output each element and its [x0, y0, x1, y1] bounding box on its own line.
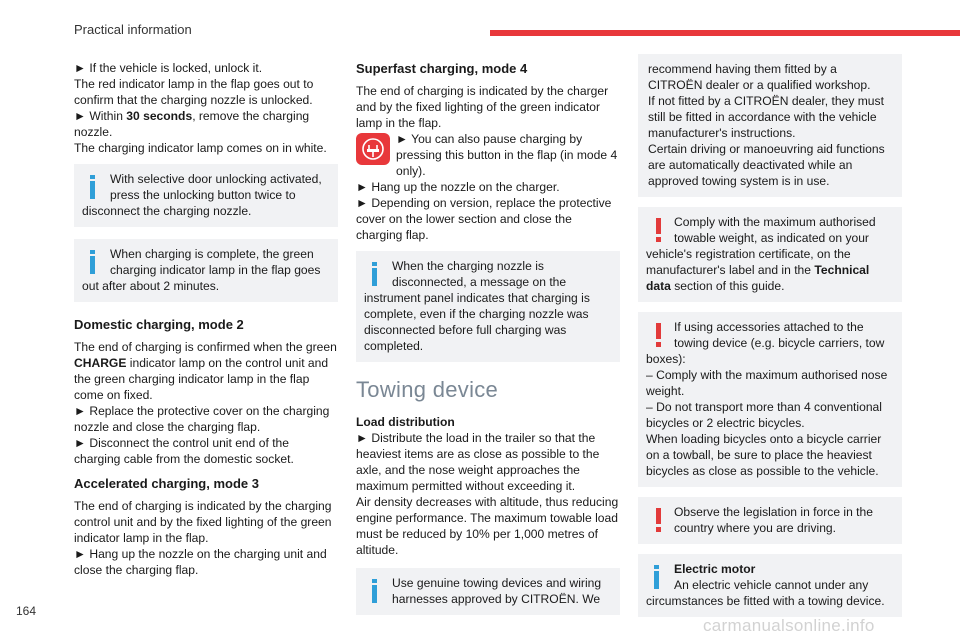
warning-note: [638, 207, 902, 302]
note-text: section of this guide.: [670, 279, 785, 293]
info-note: [74, 164, 338, 227]
paragraph: [74, 60, 338, 156]
note-text: When the charging nozzle is disconnected, a message on the instrument panel indicates that charging is complete, even if the charging nozzle was disconnected before full charging was completed.: [364, 259, 590, 353]
chapter-heading: Towing device: [356, 377, 499, 402]
note-text: – Comply with the maximum authorised nose weight.: [646, 368, 888, 398]
note-text: – Do not transport more than 4 conventional bicycles or 2 electric bicycles.: [646, 400, 882, 430]
step-text: ► Hang up the nozzle on the charging unit and close the charging flap.: [74, 547, 327, 577]
info-icon: [82, 171, 108, 203]
note-text: [646, 214, 894, 294]
step-text: ► Disconnect the control unit end of the charging cable from the domestic socket.: [74, 436, 294, 466]
info-note: [356, 568, 620, 615]
note-text: recommend having them fitted by a CITROËN dealer or a qualified workshop.: [648, 62, 871, 92]
body-text: The end of charging is confirmed when the green: [74, 340, 337, 354]
warning-icon: [646, 214, 672, 246]
note-text: Observe the legislation in force in the country where you are driving.: [674, 505, 873, 535]
paragraph: [356, 131, 620, 243]
paragraph: The end of charging is indicated by the charger and by the fixed lighting of the green indicator lamp in the flap.: [356, 84, 609, 130]
header-accent-bar: [490, 30, 960, 36]
step-text: ► Within: [74, 109, 127, 123]
paragraph: [74, 498, 338, 578]
note-title: Electric motor: [674, 562, 756, 576]
section-heading: Accelerated charging, mode 3: [74, 476, 259, 491]
body-text: indicator lamp on the control unit and the green charging indicator lamp in the flap come on fixed.: [74, 356, 329, 402]
note-text: When loading bicycles onto a bicycle carrier on a towball, be sure to place the heaviest bicycles as close as possible to the vehicle.: [646, 432, 882, 478]
note-text: With selective door unlocking activated, press the unlocking button twice to disconnect the charging nozzle.: [82, 172, 322, 218]
body-text: The charging indicator lamp comes on in white.: [74, 141, 327, 155]
note-text: Comply with the maximum authorised towable weight, as indicated on your vehicle's registration certificate, on the manufacturer's label and in the: [646, 215, 876, 277]
page-number: 164: [16, 604, 37, 618]
note-text: [646, 319, 894, 479]
note-text: When charging is complete, the green charging indicator lamp in the flap goes out after about 2 minutes.: [82, 247, 321, 293]
note-text: An electric vehicle cannot under any circumstances be fitted with a towing device.: [646, 578, 885, 608]
step-text: ► Replace the protective cover on the charging nozzle and close the charging flap.: [74, 404, 330, 434]
bold-text: Technical data: [646, 263, 870, 293]
pause-charging-icon: [356, 133, 390, 165]
note-text: [648, 61, 894, 189]
step-text: ► Depending on version, replace the protective cover on the lower section and close the charging flap.: [356, 196, 612, 242]
step-text: , remove the charging nozzle.: [74, 109, 310, 139]
step-text: ► You can also pause charging by pressing this button in the flap (in mode 4 only).: [396, 132, 618, 178]
section-heading: Superfast charging, mode 4: [356, 61, 528, 76]
bold-text: 30 seconds: [126, 109, 193, 123]
step-text: ► Hang up the nozzle on the charger.: [356, 180, 560, 194]
step-text: ► Distribute the load in the trailer so that the heaviest items are as close as possible to the axle, and the nose weight approaches the maximum permitted without exceeding it.: [356, 431, 600, 493]
note-text: If not fitted by a CITROËN dealer, they must still be fitted in accordance with the vehicle manufacturer's instructions.: [648, 94, 884, 140]
info-icon: [646, 561, 672, 593]
section-heading: Domestic charging, mode 2: [74, 317, 244, 332]
column-3: [638, 54, 902, 625]
info-icon: [82, 246, 108, 278]
paragraph: [74, 339, 338, 467]
column-1: [74, 60, 338, 586]
warning-icon: [646, 319, 672, 351]
info-note-continued: [638, 54, 902, 197]
info-note: [356, 251, 620, 362]
step-text: ► If the vehicle is locked, unlock it.: [74, 61, 263, 75]
body-text: Air density decreases with altitude, thus reducing engine performance. The maximum towable load must be reduced by 10% per 1,000 metres of altitude.: [356, 495, 619, 557]
note-text: Use genuine towing devices and wiring harnesses approved by CITROËN. We: [392, 576, 602, 606]
body-text: The red indicator lamp in the flap goes out to confirm that the charging nozzle is unlocked.: [74, 77, 314, 107]
subheading: Load distribution: [356, 415, 455, 429]
body-text: The end of charging is indicated by the charging control unit and by the fixed lighting of the green indicator lamp in the flap.: [74, 499, 332, 545]
running-header-title: Practical information: [74, 22, 192, 37]
warning-note: [638, 312, 902, 487]
info-icon: [364, 575, 390, 607]
bold-text: CHARGE: [74, 356, 127, 370]
watermark: carmanualsonline.info: [703, 616, 875, 635]
warning-note: [638, 497, 902, 544]
paragraph: [356, 430, 620, 558]
note-text: Certain driving or manoeuvring aid functions are automatically deactivated while an approved towing system is in use.: [648, 142, 885, 188]
note-text: If using accessories attached to the towing device (e.g. bicycle carriers, tow boxes):: [646, 320, 885, 366]
column-2: [356, 60, 620, 623]
info-note: [638, 554, 902, 617]
note-text: [646, 561, 894, 609]
warning-icon: [646, 504, 672, 536]
info-icon: [364, 258, 390, 290]
info-note: [74, 239, 338, 302]
pause-instruction: [356, 131, 620, 243]
